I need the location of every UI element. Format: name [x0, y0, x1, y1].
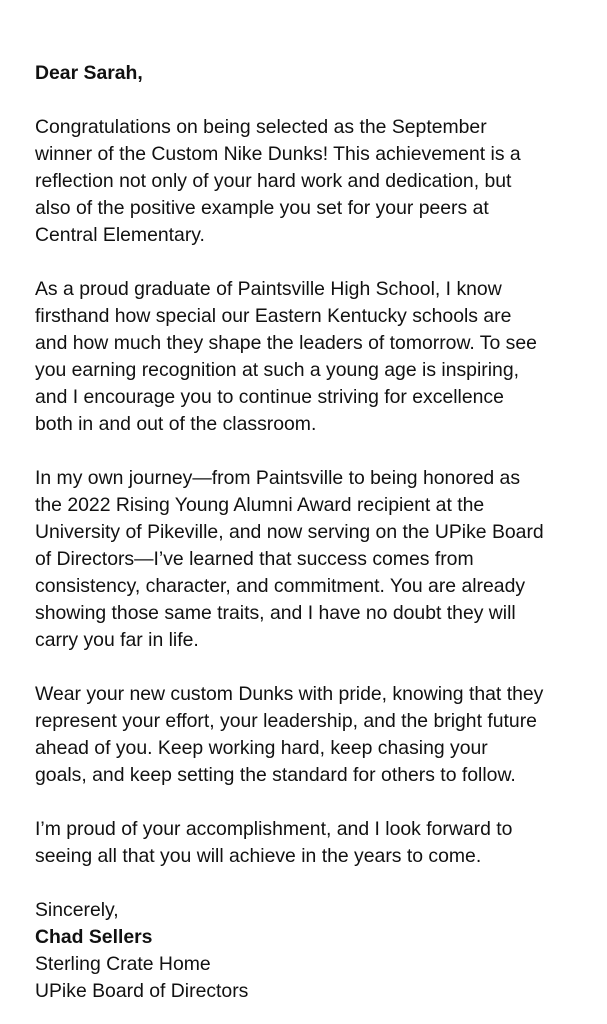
- paragraph-line: the 2022 Rising Young Alumni Award recipient at the: [35, 494, 485, 516]
- paragraph-line: both in and out of the classroom.: [35, 413, 317, 435]
- letter-body: [35, 60, 595, 1005]
- paragraph-line: Wear your new custom Dunks with pride, knowing that they: [35, 683, 544, 705]
- paragraph-1: [35, 114, 595, 249]
- signer-title: UPike Board of Directors: [35, 980, 249, 1002]
- paragraph-line: In my own journey—from Paintsville to being honored as: [35, 467, 521, 489]
- signature-block: [35, 897, 595, 1005]
- paragraph-line: of Directors—I’ve learned that success comes from: [35, 548, 474, 570]
- paragraph-line: University of Pikeville, and now serving on the UPike Board: [35, 521, 544, 543]
- paragraph-line: seeing all that you will achieve in the years to come.: [35, 845, 482, 867]
- salutation: Dear Sarah,: [35, 62, 143, 84]
- paragraph-line: Congratulations on being selected as the September: [35, 116, 487, 138]
- paragraph-line: Central Elementary.: [35, 224, 205, 246]
- paragraph-line: showing those same traits, and I have no doubt they will: [35, 602, 516, 624]
- signer-organization: Sterling Crate Home: [35, 953, 211, 975]
- paragraph-3: [35, 465, 595, 654]
- paragraph-line: carry you far in life.: [35, 629, 199, 651]
- paragraph-line: also of the positive example you set for your peers at: [35, 197, 489, 219]
- paragraph-line: and how much they shape the leaders of tomorrow. To see: [35, 332, 537, 354]
- paragraph-line: and I encourage you to continue striving for excellence: [35, 386, 504, 408]
- paragraph-line: firsthand how special our Eastern Kentucky schools are: [35, 305, 512, 327]
- closing: Sincerely,: [35, 899, 119, 921]
- paragraph-2: [35, 276, 595, 438]
- paragraph-line: represent your effort, your leadership, and the bright future: [35, 710, 537, 732]
- paragraph-line: ahead of you. Keep working hard, keep chasing your: [35, 737, 488, 759]
- paragraph-line: you earning recognition at such a young age is inspiring,: [35, 359, 519, 381]
- paragraph-line: I’m proud of your accomplishment, and I look forward to: [35, 818, 513, 840]
- paragraph-line: goals, and keep setting the standard for others to follow.: [35, 764, 516, 786]
- signer-name: Chad Sellers: [35, 926, 153, 948]
- paragraph-line: winner of the Custom Nike Dunks! This achievement is a: [35, 143, 521, 165]
- paragraph-4: [35, 681, 595, 789]
- paragraph-5: [35, 816, 595, 870]
- paragraph-line: reflection not only of your hard work and dedication, but: [35, 170, 512, 192]
- paragraph-line: consistency, character, and commitment. You are already: [35, 575, 526, 597]
- paragraph-line: As a proud graduate of Paintsville High School, I know: [35, 278, 502, 300]
